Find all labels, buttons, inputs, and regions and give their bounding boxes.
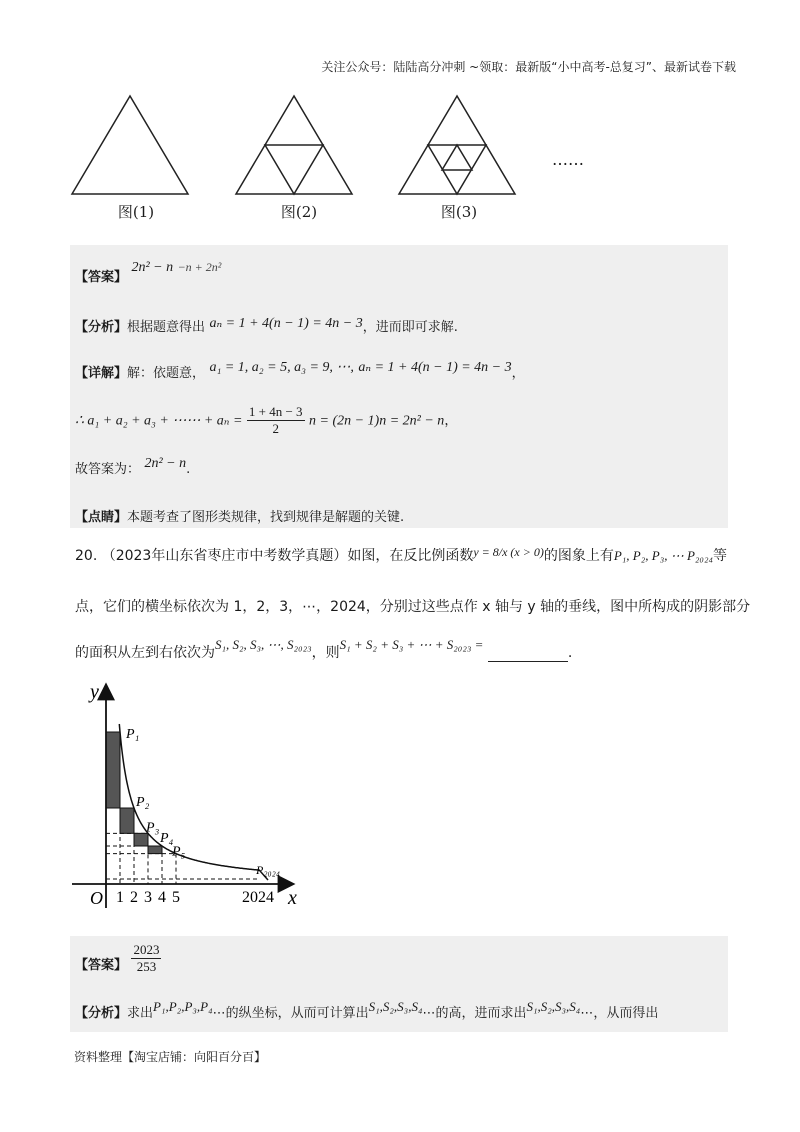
q19-detail-pre: 解：依题意， [127, 366, 206, 381]
q19-analysis-post: ，进而即可求解. [362, 320, 458, 335]
q19-analysis-line [75, 316, 458, 336]
q20-answer-num: 2023 [133, 942, 160, 957]
q19-sum-rhs: n = (2n − 1)n = 2n² − n [309, 413, 445, 429]
q19-answer-trail: −n + 2n² [177, 260, 222, 274]
figure-ellipsis: …… [552, 150, 584, 169]
triangle-figures [60, 90, 620, 202]
q20-sum: S₁ + S₂ + S₃ + ⋯ + S₂₀₂₃ = [339, 637, 484, 652]
shaded-area-s2 [120, 808, 134, 833]
q19-sum-fraction [247, 404, 305, 437]
point-label: P₅ [172, 844, 186, 860]
q20-line3-a: 的面积从左到右依次为 [75, 645, 215, 661]
q20-line3-end: . [567, 645, 573, 661]
q19-answer: 2n² − n [131, 260, 174, 275]
q19-sum-lhs: ∴ a₁ + a₂ + a₃ + ⋯⋯ + aₙ = [75, 413, 243, 429]
answer-tag: 【答案】 [75, 957, 128, 973]
q20-line1-a: 20. （2023年山东省枣庄市中考数学真题）如图，在反比例函数 [75, 548, 474, 564]
point-label: P₁ [126, 727, 140, 742]
q19-result-line [75, 458, 190, 478]
q20-analysis-areas: S₁,S₂,S₃,S₄ [368, 999, 423, 1014]
q20-answer-den: 253 [136, 959, 157, 974]
triangle-figure-2 [236, 96, 352, 194]
x-tick-label: 4 [158, 889, 166, 906]
shaded-rectangles [106, 732, 162, 854]
x-tick-label: 3 [144, 889, 152, 906]
triangle-figure-1 [72, 96, 188, 194]
q19-detail-formula2: aₙ = 1 + 4(n − 1) = 4n − 3 [358, 360, 512, 375]
x-tick-label: 1 [116, 889, 124, 906]
q19-answer-line [75, 256, 222, 285]
q20-answer-line [75, 942, 161, 975]
comment-tag: 【点睛】 [75, 510, 128, 525]
point-label: P₂₀₂₄ [256, 863, 281, 877]
y-axis-label: y [90, 681, 99, 703]
q19-comment-line [75, 506, 404, 525]
q20-function: y = 8/x (x > 0) [473, 545, 544, 559]
point-label: P₂ [136, 795, 150, 810]
q19-sum-frac-den: 2 [272, 421, 279, 436]
detail-tag: 【详解】 [75, 366, 128, 381]
figure-label-2: 图(2) [280, 203, 318, 221]
q20-analysis-areas-2: S₁,S₂,S₃,S₄ [526, 999, 581, 1014]
q20-analysis-c: ⋯的高，进而求出 [422, 1006, 527, 1021]
q20-analysis-b: ⋯的纵坐标，从而可计算出 [212, 1006, 369, 1021]
footer-note: 资料整理【淘宝店铺：向阳百分百】 [74, 1050, 267, 1064]
q20-line-3 [75, 634, 573, 661]
point-label: P₃ [146, 820, 160, 836]
q19-analysis-formula: aₙ = 1 + 4(n − 1) = 4n − 3 [209, 316, 363, 331]
point-label: P₄ [160, 831, 174, 846]
q19-result-formula: 2n² − n [144, 456, 187, 471]
x-tick-label: 2 [130, 889, 138, 906]
q19-result-post: . [186, 462, 191, 477]
q19-analysis-pre: 根据题意得出 [127, 320, 206, 335]
figure-label-3: 图(3) [440, 203, 478, 221]
q20-analysis-line [75, 996, 659, 1021]
origin-label: O [90, 888, 103, 908]
q19-result-pre: 故答案为： [75, 462, 141, 477]
q19-solution-box [70, 245, 728, 528]
q20-analysis-d: ⋯，从而得出 [580, 1006, 659, 1021]
q19-detail-formula1: a₁ = 1, a₂ = 5, a₃ = 9, ⋯, [209, 360, 354, 375]
analysis-tag: 【分析】 [75, 1006, 128, 1021]
q20-line-1 [75, 545, 727, 565]
shaded-area-s4 [148, 846, 162, 854]
q20-line1-c: 等 [713, 548, 727, 564]
header-note: 关注公众号：陆陆高分冲刺 ~领取：最新版“小中高考-总复习”、最新试卷下载 [321, 60, 736, 74]
x-tick-label: 2024 [242, 889, 274, 906]
x-tick-label: 5 [172, 889, 180, 906]
inverse-proportion-graph [60, 672, 320, 912]
q19-sum-frac-num: 1 + 4n − 3 [248, 404, 303, 419]
q19-comment: 本题考查了图形类规律，找到规律是解题的关键. [127, 510, 405, 525]
analysis-tag: 【分析】 [75, 320, 128, 335]
answer-blank [488, 647, 568, 662]
q20-line3-b: ，则 [311, 645, 340, 661]
q20-answer-fraction [131, 942, 161, 975]
q19-sum-line [75, 404, 457, 437]
q20-points: P₁, P₂, P₃, ⋯ P₂₀₂₄ [613, 548, 713, 563]
q20-analysis-points: P₁,P₂,P₃,P₄ [153, 999, 213, 1014]
q20-analysis-a: 求出 [127, 1006, 154, 1021]
q19-detail-comma: ， [511, 366, 525, 381]
x-tick-labels [116, 889, 274, 906]
triangle-figure-3 [399, 96, 515, 194]
q20-line-2: 点，它们的横坐标依次为 1，2，3，⋯，2024，分别过这些点作 x 轴与 y 轴的垂线，图中所构成的阴影部分 [75, 599, 751, 615]
answer-tag: 【答案】 [75, 270, 128, 285]
figure-label-1: 图(1) [117, 203, 155, 221]
q19-sum-comma: ， [444, 413, 458, 429]
q20-line1-b: 的图象上有 [543, 548, 614, 564]
q19-detail-line [75, 362, 525, 382]
q20-areas: S₁, S₂, S₃, ⋯, S₂₀₂₃ [215, 637, 312, 652]
x-axis-label: x [288, 887, 297, 909]
shaded-area-s1 [106, 732, 120, 808]
